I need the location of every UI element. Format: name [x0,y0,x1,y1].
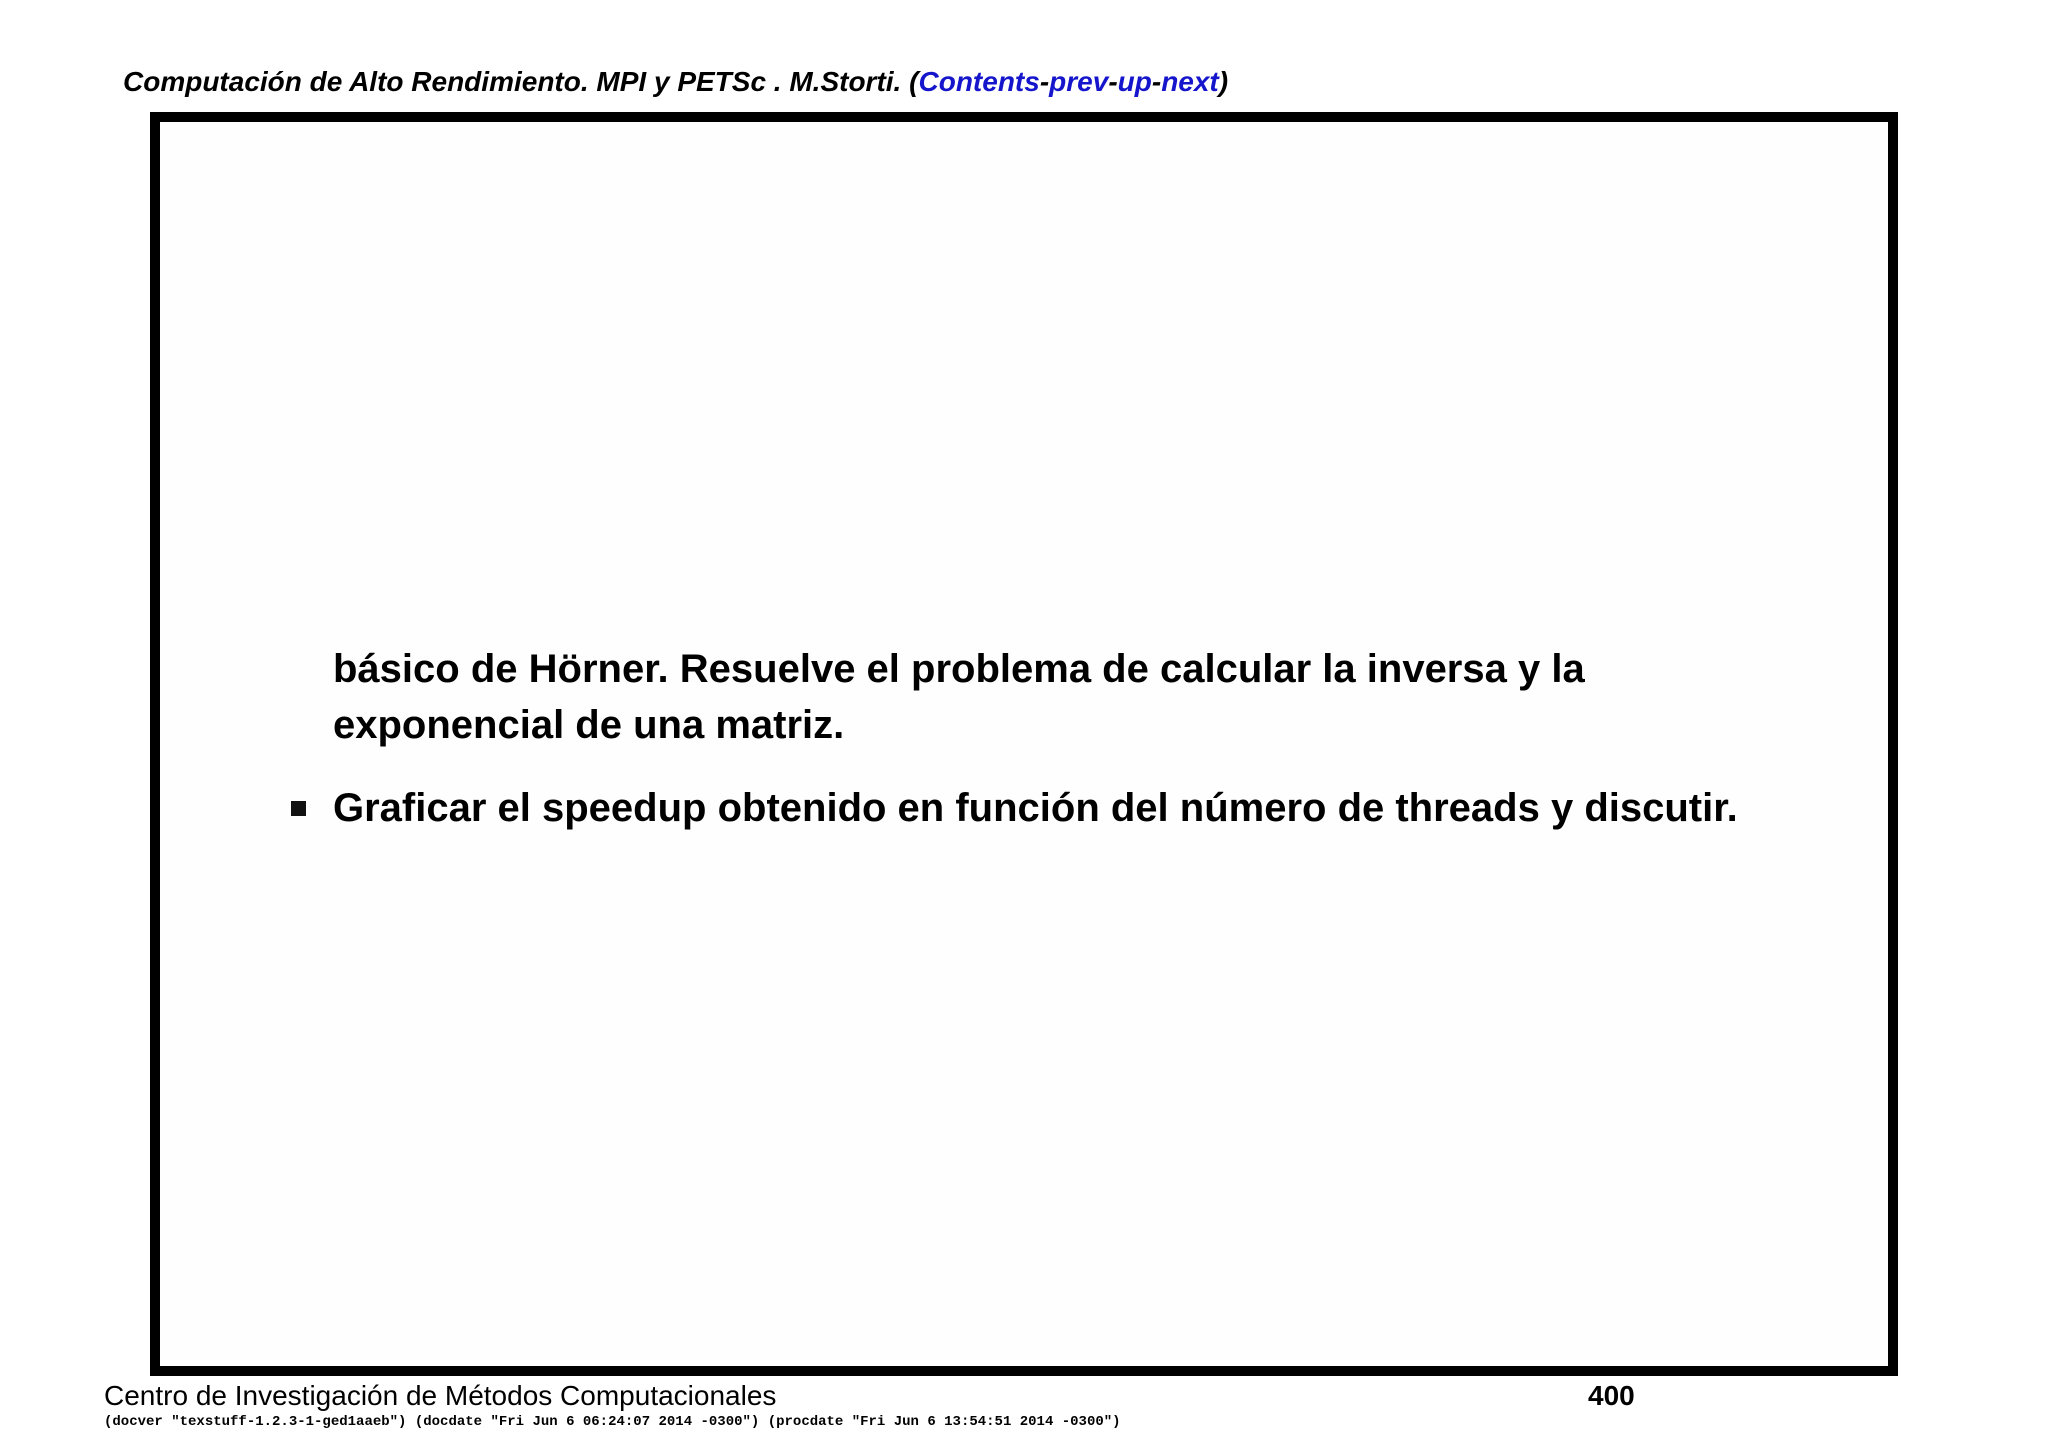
nav-prev-link[interactable]: prev [1049,66,1109,97]
open-paren: ( [909,66,919,97]
footer-institution: Centro de Investigación de Métodos Computacionales [104,1380,777,1411]
close-paren: ) [1218,66,1229,97]
nav-up-link[interactable]: up [1117,66,1152,97]
nav-separator: - [1039,66,1050,97]
square-bullet-icon [291,801,306,816]
bullet-list [333,780,1738,836]
nav-next-link[interactable]: next [1161,66,1219,97]
header-title: Computación de Alto Rendimiento. MPI y PETSc . M.Storti. [123,66,902,97]
nav-contents-link[interactable]: Contents [918,66,1040,97]
page-header [123,64,1228,100]
nav-separator: - [1151,66,1162,97]
paragraph-line: exponencial de una matriz. [333,703,845,747]
document-version-info: (docver "texstuff-1.2.3-1-ged1aaeb") (docdate "Fri Jun 6 06:24:07 2014 -0300") (procdate "Fri Jun 6 13:54:51 2014 -0300") [104,1414,1121,1430]
bullet-item [333,780,1738,836]
continued-paragraph [333,641,1738,753]
slide-content [333,641,1738,836]
paragraph-line: básico de Hörner. Resuelve el problema de calcular la inversa y la [333,647,1585,691]
bullet-text: Graficar el speedup obtenido en función del número de threads y discutir. [333,786,1738,830]
nav-separator: - [1108,66,1118,97]
page-number: 400 [1588,1380,1635,1411]
